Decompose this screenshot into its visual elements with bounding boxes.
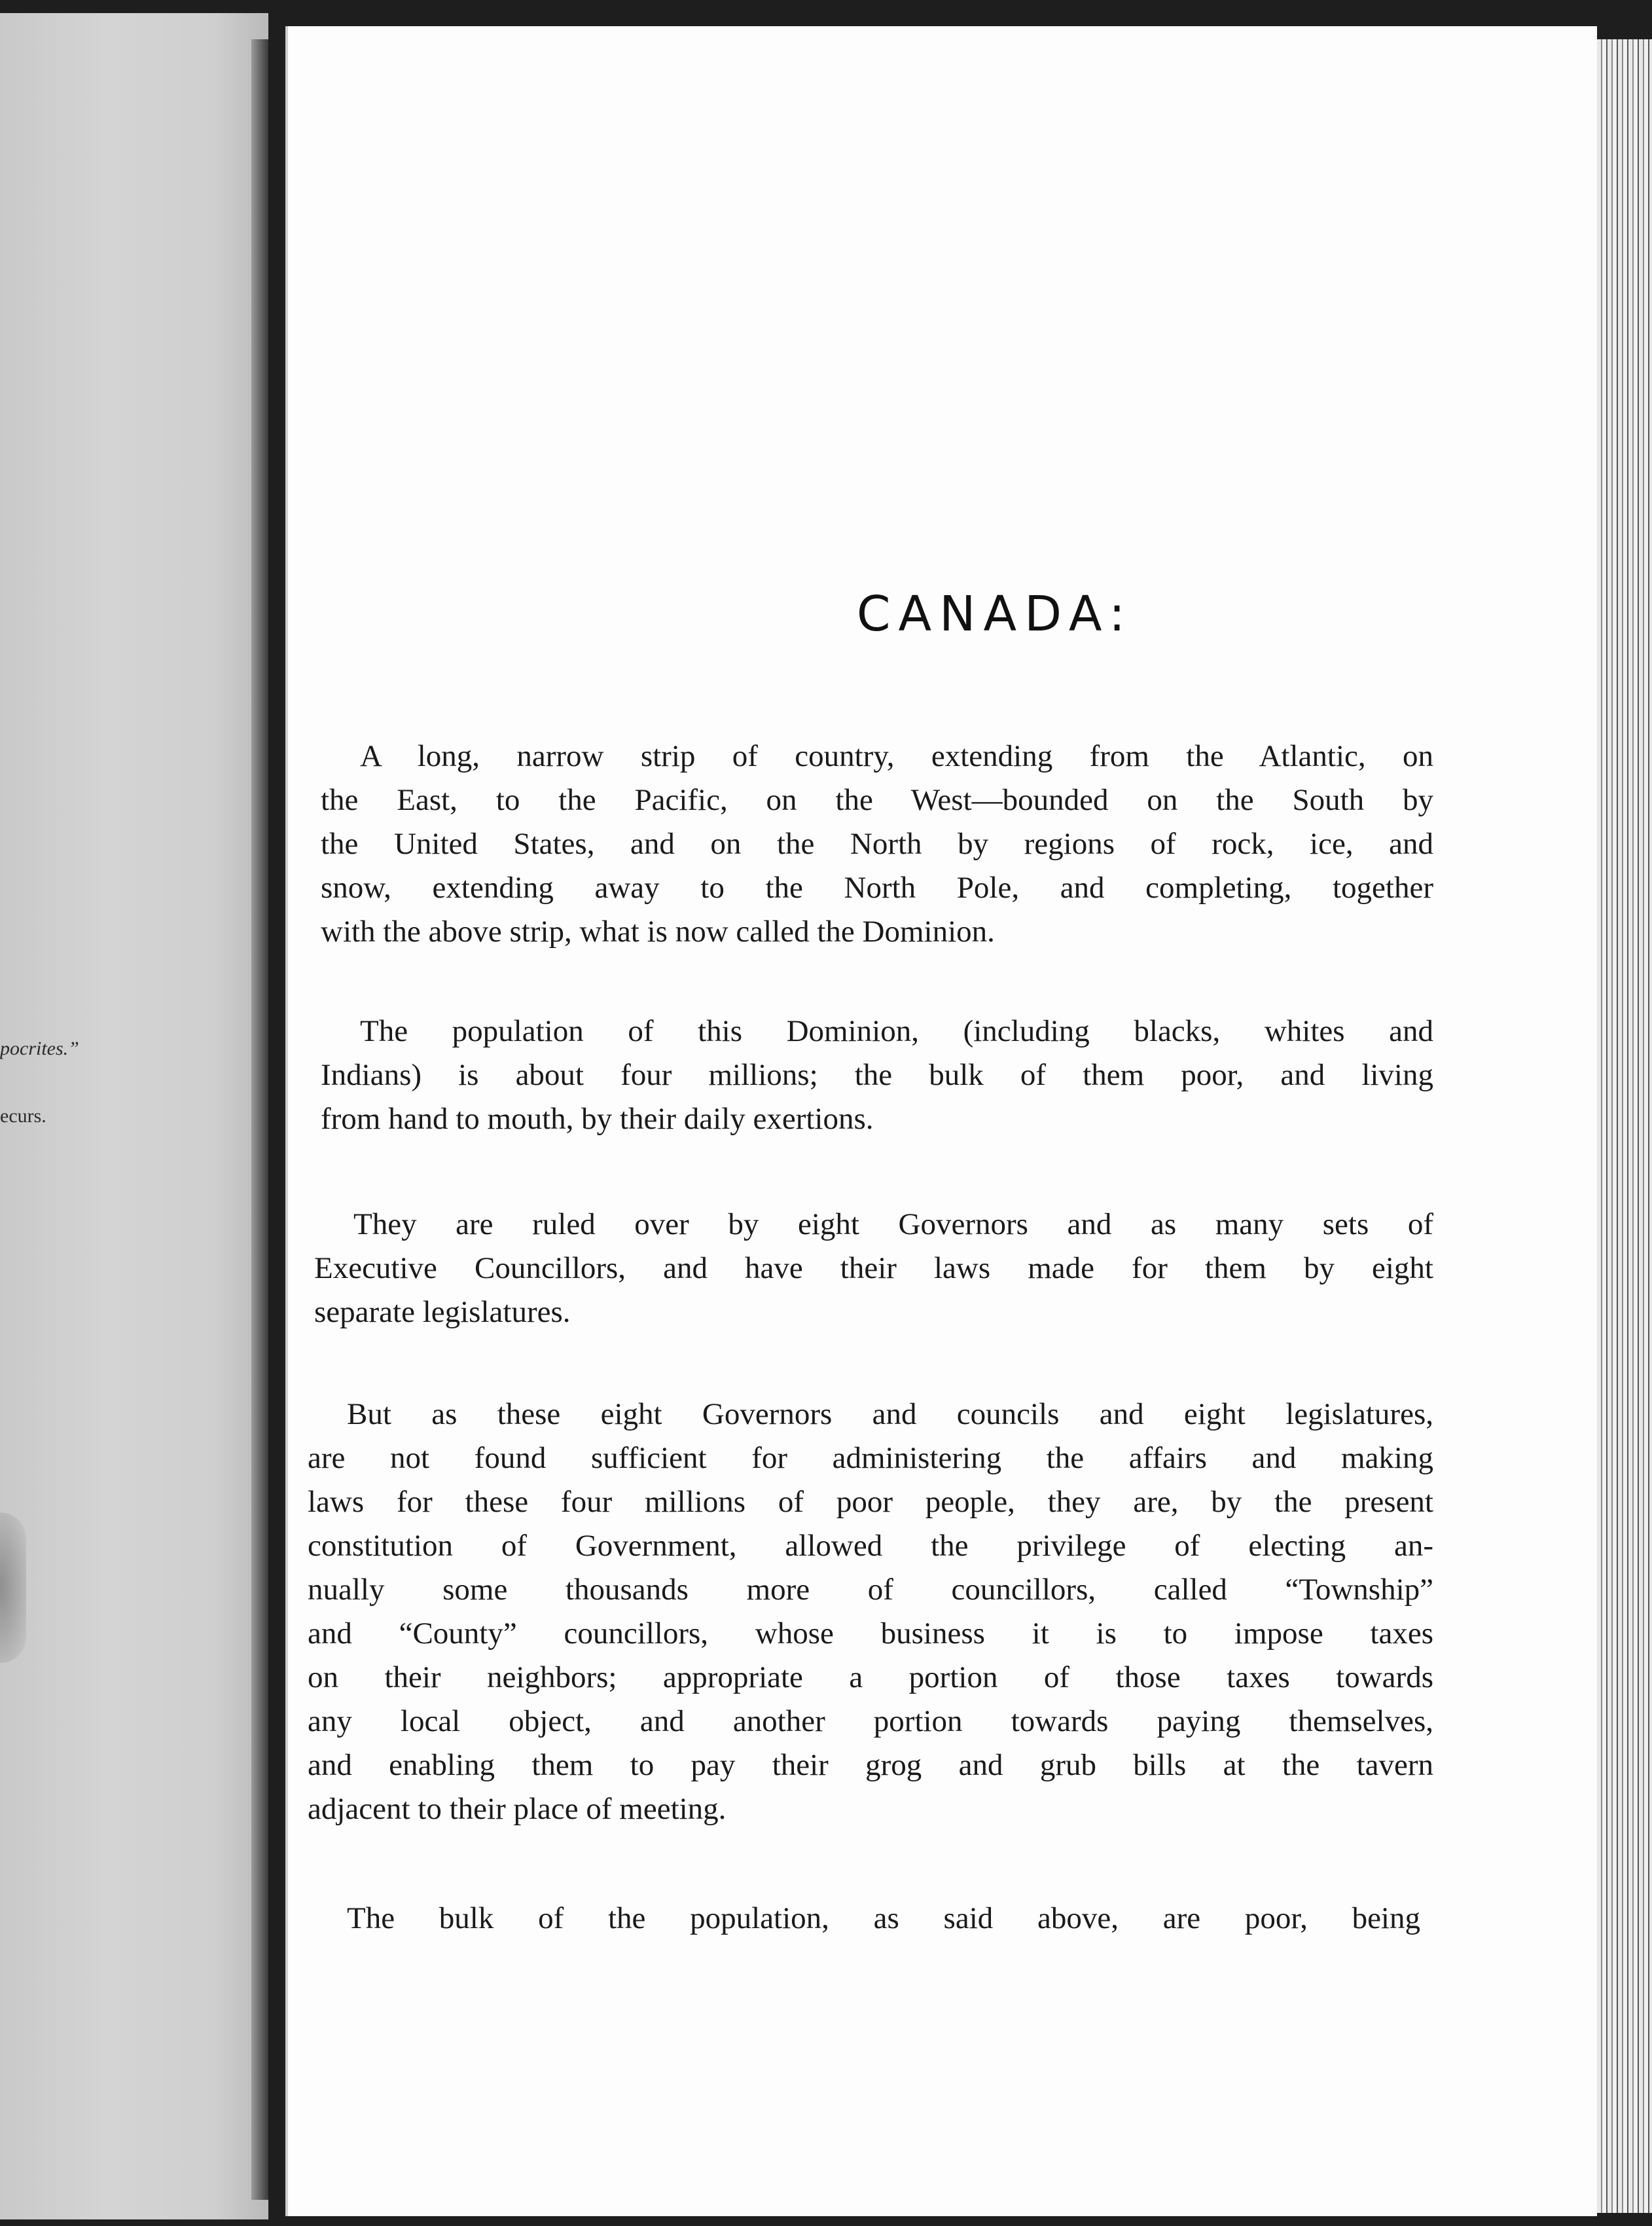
page-stain — [0, 1512, 26, 1663]
left-page-text-fragment: pocrites.” — [0, 1038, 79, 1059]
text-line: with the above strip, what is now called the Dominion. — [321, 915, 995, 949]
text-line: The bulk of the population, as said above, are poor, being — [347, 1901, 1420, 1935]
text-line: from hand to mouth, by their daily exertions. — [321, 1102, 874, 1136]
text-line: and enabling them to pay their grog and grub bills at the tavern — [308, 1748, 1433, 1782]
left-facing-page — [0, 13, 268, 2219]
text-line: But as these eight Governors and councils and eight legislatures, — [347, 1397, 1433, 1431]
document-page — [288, 26, 1597, 2216]
text-line: The population of this Dominion, (including blacks, whites and — [360, 1014, 1433, 1048]
text-line: the East, to the Pacific, on the West—bounded on the South by — [321, 783, 1433, 817]
text-line: on their neighbors; appropriate a portion of those taxes towards — [308, 1660, 1433, 1694]
text-line: They are ruled over by eight Governors and as many sets of — [353, 1207, 1433, 1241]
text-line: snow, extending away to the North Pole, and completing, together — [321, 871, 1433, 905]
text-line: and “County” councillors, whose business it is to impose taxes — [308, 1616, 1433, 1651]
text-line: are not found sufficient for administering the affairs and making — [308, 1441, 1433, 1475]
text-line: constitution of Government, allowed the privilege of electing an- — [308, 1529, 1433, 1563]
text-line: Executive Councillors, and have their laws made for them by eight — [314, 1251, 1433, 1285]
page-edges — [1597, 39, 1652, 2213]
text-line: any local object, and another portion towards paying themselves, — [308, 1704, 1433, 1738]
text-line: Indians) is about four millions; the bulk of them poor, and living — [321, 1058, 1433, 1092]
text-line: nually some thousands more of councillors, called “Township” — [308, 1573, 1433, 1607]
book-spine-shadow — [251, 39, 268, 2200]
page-title: CANADA: — [856, 586, 1134, 642]
text-line: laws for these four millions of poor people, they are, by the present — [308, 1485, 1433, 1519]
text-line: adjacent to their place of meeting. — [308, 1792, 727, 1826]
text-line: A long, narrow strip of country, extending from the Atlantic, on — [360, 739, 1433, 773]
text-line: the United States, and on the North by regions of rock, ice, and — [321, 827, 1433, 861]
left-page-text-fragment: ecurs. — [0, 1105, 46, 1127]
text-line: separate legislatures. — [314, 1295, 571, 1329]
